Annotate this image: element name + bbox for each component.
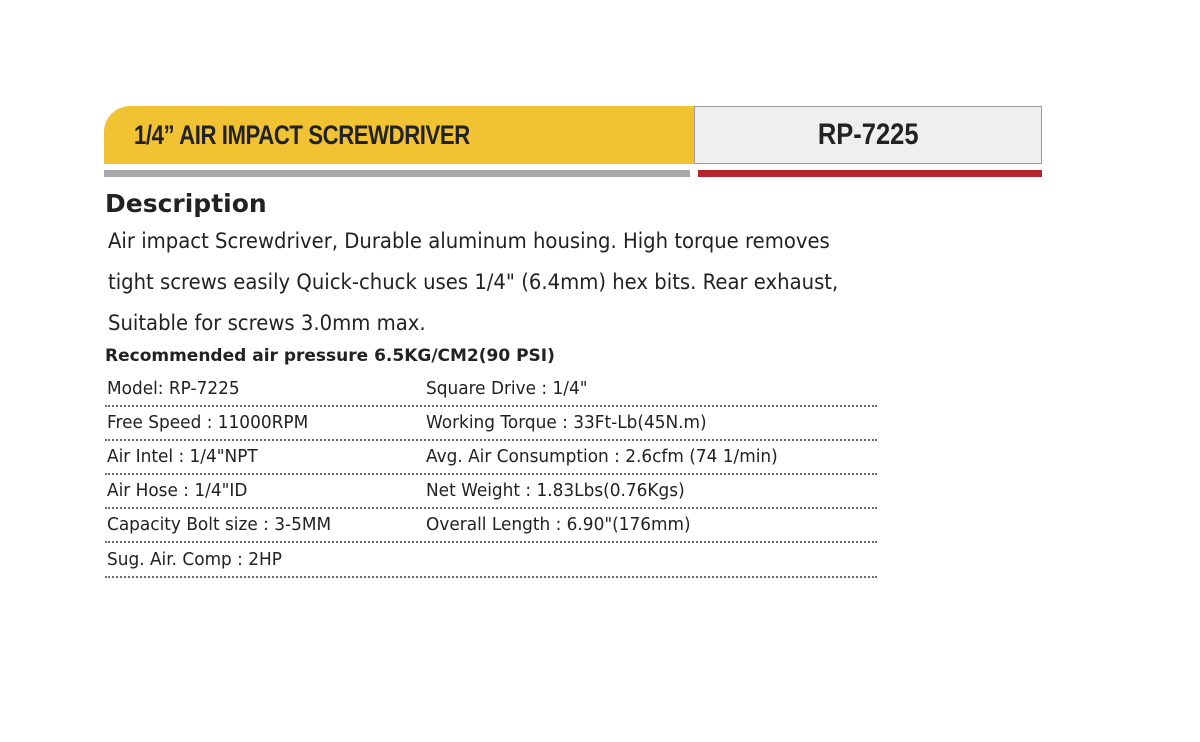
spec-row [105, 546, 877, 578]
air-pressure-note: Recommended air pressure 6.5KG/CM2(90 PSI) [105, 346, 555, 366]
spec-right: Square Drive : 1/4" [426, 378, 588, 399]
spec-right: Avg. Air Consumption : 2.6cfm (74 1/min) [426, 446, 778, 467]
spec-right: Working Torque : 33Ft-Lb(45N.m) [426, 412, 707, 433]
divider-gray [104, 170, 690, 177]
spec-row [105, 409, 877, 441]
product-title: 1/4” AIR IMPACT SCREWDRIVER [134, 120, 470, 150]
description-heading: Description [105, 189, 267, 218]
model-box [694, 106, 1042, 164]
spec-row [105, 477, 877, 509]
title-band [104, 106, 694, 164]
spec-left: Air Hose : 1/4"ID [107, 480, 248, 501]
description-line-3: Suitable for screws 3.0mm max. [108, 311, 426, 335]
spec-row [105, 511, 877, 543]
spec-right: Overall Length : 6.90"(176mm) [426, 514, 691, 535]
spec-left: Sug. Air. Comp : 2HP [107, 549, 282, 570]
spec-left: Free Speed : 11000RPM [107, 412, 309, 433]
spec-row [105, 375, 877, 407]
description-line-1: Air impact Screwdriver, Durable aluminum housing. High torque removes [108, 229, 830, 253]
divider-red [698, 170, 1042, 177]
model-number: RP-7225 [817, 118, 919, 151]
spec-right: Net Weight : 1.83Lbs(0.76Kgs) [426, 480, 685, 501]
spec-left: Model: RP-7225 [107, 378, 240, 399]
spec-left: Air Intel : 1/4"NPT [107, 446, 258, 467]
description-line-2: tight screws easily Quick-chuck uses 1/4" (6.4mm) hex bits. Rear exhaust, [108, 270, 839, 294]
spec-row [105, 443, 877, 475]
spec-left: Capacity Bolt size : 3-5MM [107, 514, 332, 535]
